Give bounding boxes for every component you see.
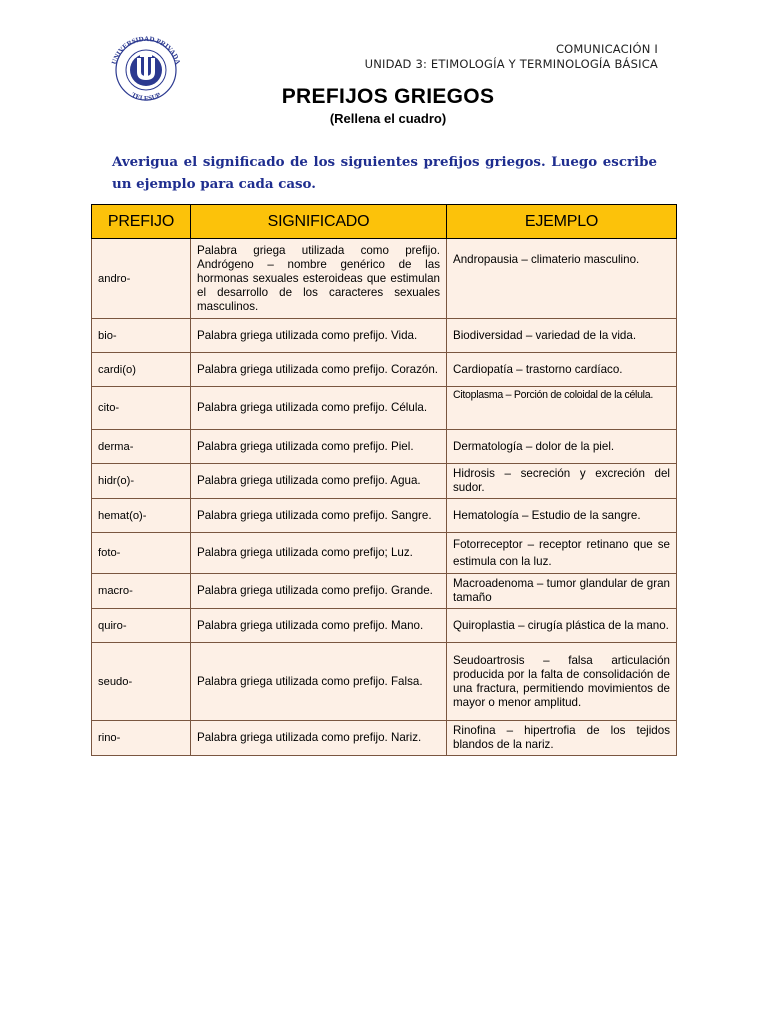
prefix-cell: cardi(o)	[92, 353, 191, 387]
example-cell: Cardiopatía – trastorno cardíaco.	[447, 353, 677, 387]
table-row	[92, 574, 677, 609]
meaning-cell: Palabra griega utilizada como prefijo; Luz.	[191, 533, 447, 574]
example-cell: Quiroplastia – cirugía plástica de la mano.	[447, 609, 677, 643]
meaning-cell: Palabra griega utilizada como prefijo. Sangre.	[191, 499, 447, 533]
prefix-cell: andro-	[92, 239, 191, 319]
meaning-cell: Palabra griega utilizada como prefijo. Mano.	[191, 609, 447, 643]
table-row	[92, 533, 677, 574]
example-cell: Macroadenoma – tumor glandular de gran tamaño	[447, 574, 677, 609]
page-subtitle: (Rellena el cuadro)	[329, 111, 447, 126]
example-cell: Andropausia – climaterio masculino.	[447, 239, 677, 319]
example-cell: Fotorreceptor – receptor retinano que se estimula con la luz.	[447, 533, 677, 574]
logo-text-bottom: TELESUP	[129, 90, 163, 102]
prefix-cell: quiro-	[92, 609, 191, 643]
example-cell: Seudoartrosis – falsa articulación producida por la falta de consolidación de una fractura, permitiendo movimientos de mayor o menor amplitud.	[447, 643, 677, 721]
example-cell: Hidrosis – secreción y excreción del sudor.	[447, 464, 677, 499]
example-cell: Citoplasma – Porción de coloidal de la célula.	[447, 387, 677, 430]
prefix-cell: seudo-	[92, 643, 191, 721]
column-header-meaning: SIGNIFICADO	[191, 205, 447, 239]
prefix-cell: hemat(o)-	[92, 499, 191, 533]
logo-text-top: UNIVERSIDAD PRIVADA	[110, 36, 182, 66]
prefix-cell: macro-	[92, 574, 191, 609]
table-row	[92, 239, 677, 319]
meaning-cell: Palabra griega utilizada como prefijo. Agua.	[191, 464, 447, 499]
table-header-row	[92, 205, 677, 239]
meaning-cell: Palabra griega utilizada como prefijo. Andrógeno – nombre genérico de las hormonas sexuales esteroideas que estimulan el desarrollo de los caracteres sexuales masculinos.	[191, 239, 447, 319]
table-row	[92, 643, 677, 721]
example-cell: Hematología – Estudio de la sangre.	[447, 499, 677, 533]
column-header-example: EJEMPLO	[447, 205, 677, 239]
prefix-cell: rino-	[92, 721, 191, 756]
meaning-cell: Palabra griega utilizada como prefijo. Piel.	[191, 430, 447, 464]
table-row	[92, 721, 677, 756]
example-cell: Biodiversidad – variedad de la vida.	[447, 319, 677, 353]
course-name: COMUNICACIÓN I	[555, 42, 658, 56]
example-cell: Dermatología – dolor de la piel.	[447, 430, 677, 464]
table-row	[92, 353, 677, 387]
unit-name: UNIDAD 3: ETIMOLOGÍA Y TERMINOLOGÍA BÁSICA	[364, 57, 658, 71]
prefix-cell: hidr(o)-	[92, 464, 191, 499]
column-header-prefix: PREFIJO	[92, 205, 191, 239]
example-cell: Rinofina – hipertrofia de los tejidos blandos de la nariz.	[447, 721, 677, 756]
table-row	[92, 609, 677, 643]
page-title: PREFIJOS GRIEGOS	[281, 85, 495, 108]
table-row	[92, 499, 677, 533]
meaning-cell: Palabra griega utilizada como prefijo. Nariz.	[191, 721, 447, 756]
meaning-cell: Palabra griega utilizada como prefijo. Falsa.	[191, 643, 447, 721]
prefix-cell: cito-	[92, 387, 191, 430]
instructions-text: Averigua el significado de los siguientes prefijos griegos. Luego escribe un ejemplo para cada caso.	[112, 154, 657, 192]
meaning-cell: Palabra griega utilizada como prefijo. Vida.	[191, 319, 447, 353]
prefix-cell: foto-	[92, 533, 191, 574]
table-row	[92, 430, 677, 464]
prefix-cell: derma-	[92, 430, 191, 464]
table-row	[92, 319, 677, 353]
document-header	[365, 42, 658, 72]
meaning-cell: Palabra griega utilizada como prefijo. Grande.	[191, 574, 447, 609]
meaning-cell: Palabra griega utilizada como prefijo. Célula.	[191, 387, 447, 430]
table-row	[92, 387, 677, 430]
prefixes-table	[91, 204, 677, 756]
table-row	[92, 464, 677, 499]
prefix-cell: bio-	[92, 319, 191, 353]
meaning-cell: Palabra griega utilizada como prefijo. Corazón.	[191, 353, 447, 387]
